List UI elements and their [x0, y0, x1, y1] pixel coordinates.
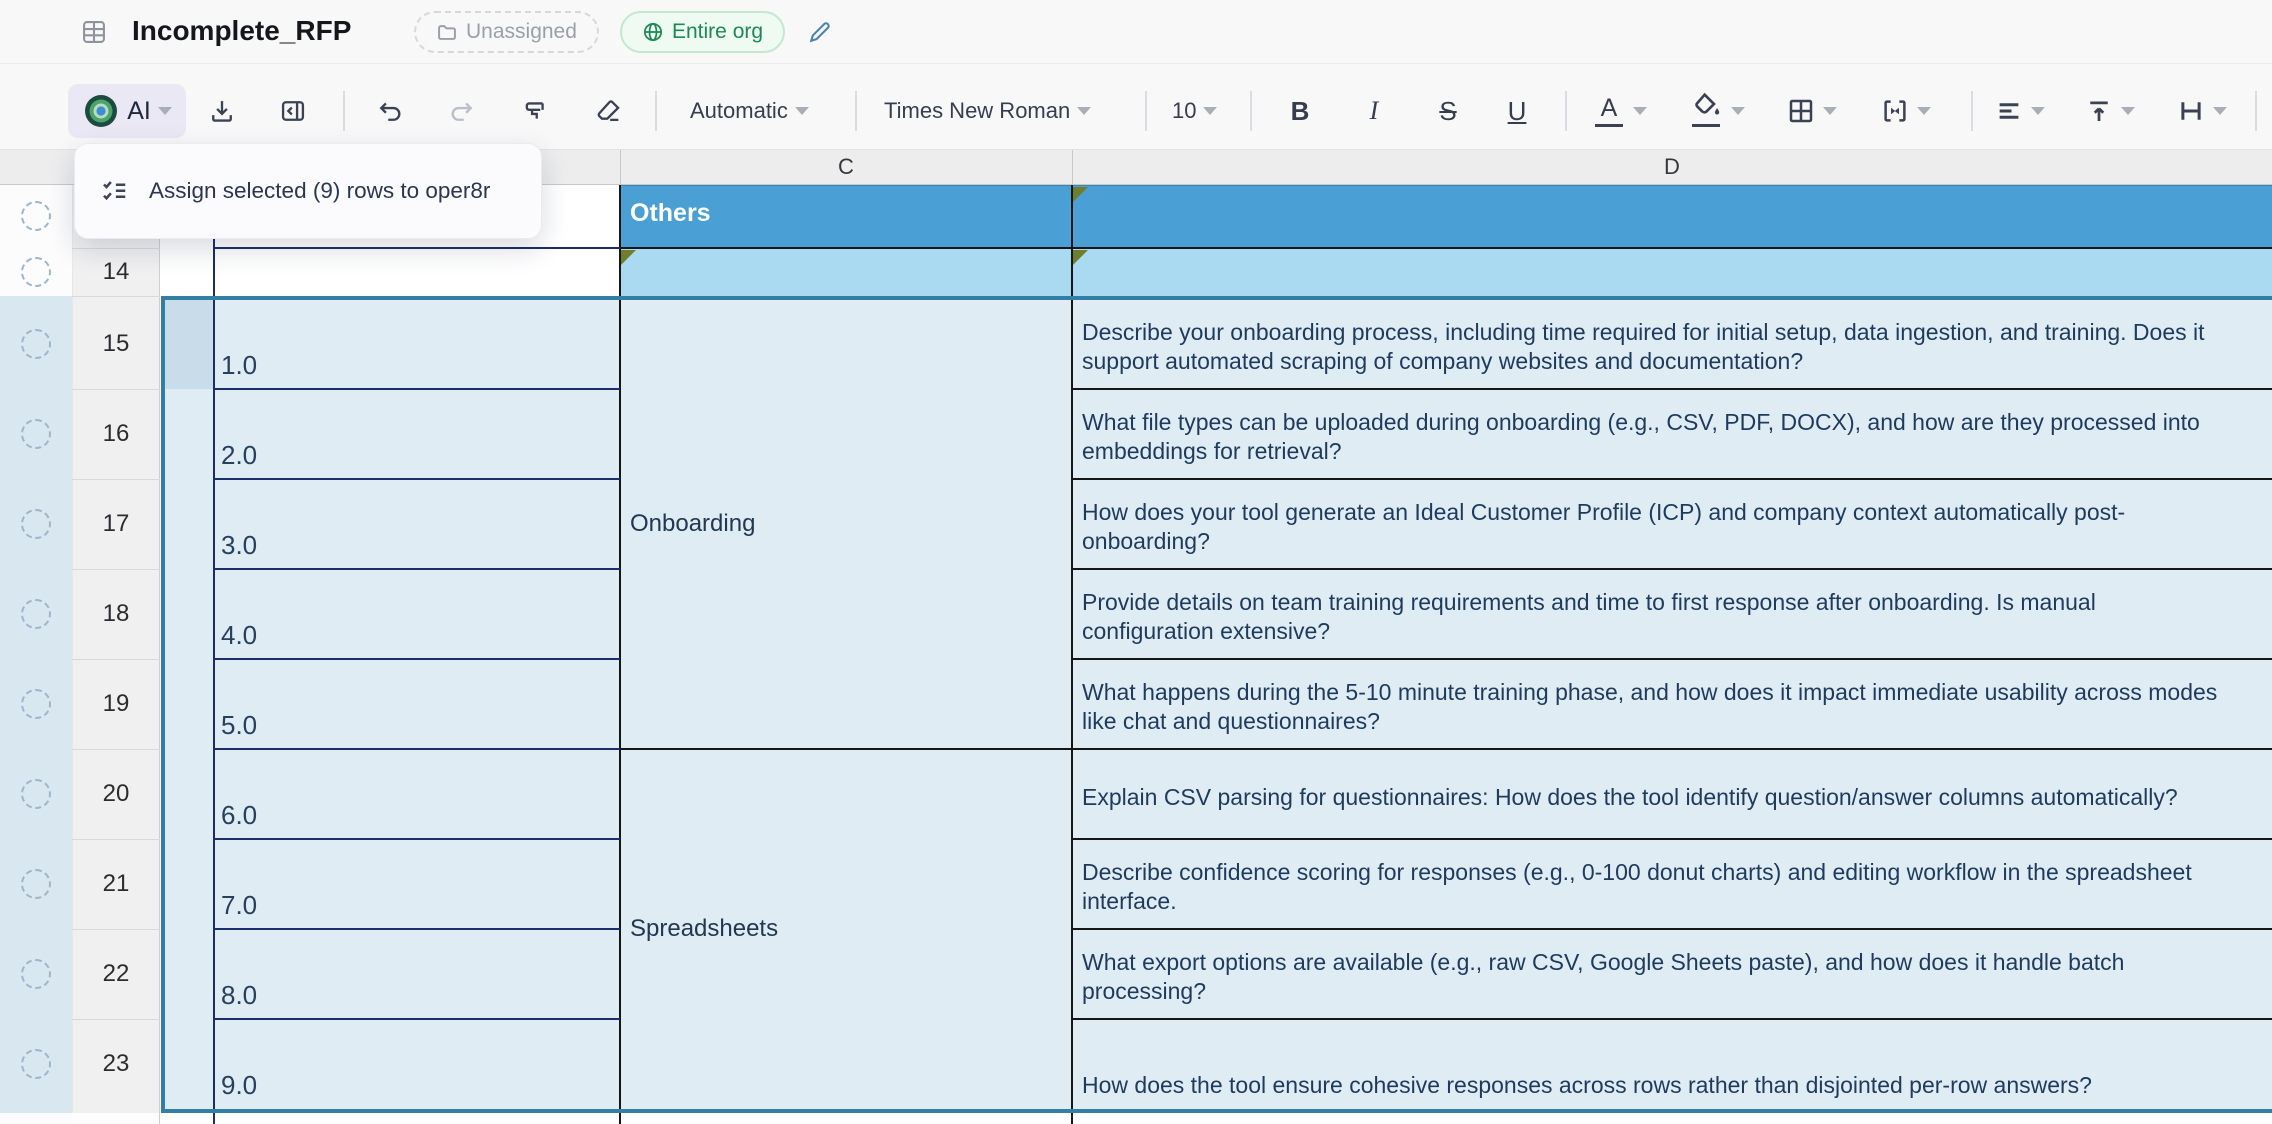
row-select-circle[interactable] [21, 959, 51, 989]
question-text: Describe your onboarding process, including time required for initial setup, data ingestion, and training. Does it support automated scraping of company websites and documentation? [1082, 319, 2205, 374]
ai-dropdown-menu [74, 143, 542, 239]
cell-order-6-container[interactable] [213, 749, 620, 839]
row-select-circle[interactable] [21, 1049, 51, 1079]
cell-d17[interactable] [1072, 479, 2272, 569]
cell-d19[interactable] [1072, 659, 2272, 749]
chevron-down-icon [1077, 107, 1091, 115]
cell-order-2-container[interactable] [213, 389, 620, 479]
onboarding-label: Onboarding [630, 510, 756, 537]
row-header-18[interactable]: 18 [102, 600, 130, 627]
text-wrap-icon [2176, 96, 2206, 126]
toolbar-divider [1565, 91, 1567, 131]
question-text: What file types can be uploaded during onboarding (e.g., CSV, PDF, DOCX), and how are they processed into embeddings for retrieval? [1082, 409, 2200, 464]
entire-org-badge[interactable] [620, 11, 785, 53]
ai-button[interactable] [68, 84, 186, 138]
chevron-down-icon [1633, 107, 1647, 115]
cell-order-4: 4.0 [221, 620, 258, 650]
row-24-partial[interactable] [160, 1113, 2272, 1124]
font-size-label: 10 [1172, 98, 1197, 123]
question-text: What happens during the 5-10 minute training phase, and how does it impact immediate usability across modes like chat and questionnaires? [1082, 679, 2218, 734]
italic-label: I [1369, 96, 1379, 125]
comment-corner-marker [1073, 187, 1088, 202]
eraser-icon [595, 97, 623, 125]
row-header-15[interactable]: 15 [102, 330, 130, 357]
font-dropdown-label: Times New Roman [884, 98, 1071, 123]
eraser-button[interactable] [587, 84, 631, 138]
cell-order-9-container[interactable] [213, 1019, 620, 1109]
format-dropdown-label: Automatic [690, 98, 788, 123]
font-size-dropdown[interactable] [1172, 84, 1217, 138]
cell-d16[interactable] [1072, 389, 2272, 479]
align-left-icon [1994, 96, 2024, 126]
underline-label: U [1507, 95, 1527, 126]
row-header-22[interactable]: 22 [102, 960, 130, 987]
unassigned-badge[interactable] [414, 11, 599, 53]
row-header-14[interactable]: 14 [102, 258, 130, 285]
selection-border-bottom[interactable] [161, 1109, 2272, 1113]
chevron-down-icon [1823, 107, 1837, 115]
toolbar-divider [2255, 91, 2257, 131]
toolbar-divider [655, 91, 657, 131]
entire-org-label: Entire org [672, 20, 764, 43]
row-header-20[interactable]: 20 [102, 780, 130, 807]
horizontal-align-button[interactable] [1994, 84, 2045, 138]
row-select-circle[interactable] [21, 509, 51, 539]
row-select-circle[interactable] [21, 329, 51, 359]
ai-label: AI [127, 96, 151, 125]
italic-button[interactable] [1352, 84, 1396, 138]
merge-cells-icon [1880, 96, 1910, 126]
cell-c14[interactable] [620, 248, 1072, 296]
undo-icon [376, 97, 404, 125]
cell-order-3: 3.0 [221, 530, 258, 560]
toolbar-divider [1250, 91, 1252, 131]
question-text: Explain CSV parsing for questionnaires: How does the tool identify question/answer columns automatically? [1082, 783, 2178, 810]
cell-order-5-container[interactable] [213, 659, 620, 749]
cell-order-4-container[interactable] [213, 569, 620, 659]
cell-spreadsheets-merged[interactable] [620, 749, 1072, 1109]
chevron-down-icon [1203, 107, 1217, 115]
strikethrough-button[interactable] [1426, 84, 1470, 138]
others-label: Others [630, 199, 711, 227]
text-color-icon [1592, 89, 1626, 133]
column-header-d[interactable]: D [1664, 154, 1680, 179]
vertical-align-icon [2084, 96, 2114, 126]
title-bar [0, 0, 2272, 64]
row-number-partial [72, 1113, 160, 1124]
redo-button[interactable] [440, 84, 484, 138]
grid-line [213, 185, 215, 1124]
column-separator [1072, 150, 1073, 184]
unassigned-label: Unassigned [466, 20, 577, 43]
strikethrough-label: S [1439, 95, 1457, 126]
row-select-circle[interactable] [21, 779, 51, 809]
toolbar-divider [343, 91, 345, 131]
pencil-icon[interactable] [806, 18, 834, 46]
fill-color-icon [1688, 89, 1724, 133]
toolbar-divider [1971, 91, 1973, 131]
grid-line [619, 185, 621, 1124]
cell-d21[interactable] [1072, 839, 2272, 929]
toolbar-divider [855, 91, 857, 131]
row-select-circle[interactable] [21, 869, 51, 899]
globe-icon [642, 21, 664, 43]
cell-order-9: 9.0 [221, 1070, 258, 1100]
text-wrap-button[interactable] [2176, 84, 2227, 138]
grid-line [213, 247, 620, 249]
cell-order-8-container[interactable] [213, 929, 620, 1019]
text-color-button[interactable] [1592, 84, 1647, 138]
grid-line [620, 247, 2272, 249]
selection-border-top [161, 296, 2272, 300]
column-header-c[interactable]: C [838, 154, 854, 179]
cell-order-7-container[interactable] [213, 839, 620, 929]
comment-corner-marker [621, 250, 636, 265]
row-select-circle[interactable] [21, 201, 51, 231]
borders-icon [1786, 96, 1816, 126]
merge-cells-button[interactable] [1880, 84, 1931, 138]
assign-rows-menu-item[interactable]: Assign selected (9) rows to oper8r [149, 178, 491, 203]
cell-onboarding-merged[interactable] [620, 299, 1072, 749]
row-header-17[interactable]: 17 [102, 510, 130, 537]
bold-label: B [1290, 95, 1310, 126]
cell-order-1: 1.0 [221, 350, 258, 380]
undo-button[interactable] [368, 84, 412, 138]
fill-underline-bar [1692, 124, 1720, 128]
folder-icon [436, 21, 458, 43]
chevron-down-icon [1917, 107, 1931, 115]
redo-icon [448, 97, 476, 125]
cell-d22[interactable] [1072, 929, 2272, 1019]
collapse-panel-button[interactable] [271, 84, 315, 138]
chevron-down-icon [1731, 107, 1745, 115]
cell-d23[interactable] [1072, 1019, 2272, 1109]
selection-border-left[interactable] [161, 296, 165, 1113]
cell-order-8: 8.0 [221, 980, 258, 1010]
column-separator [620, 150, 621, 184]
chevron-down-icon [158, 107, 172, 115]
ai-logo-icon [82, 92, 120, 130]
toolbar [0, 64, 2272, 150]
bold-button[interactable] [1278, 84, 1322, 138]
question-text: Describe confidence scoring for responses (e.g., 0-100 donut charts) and editing workflow in the spreadsheet interface. [1082, 859, 2192, 914]
spreadsheets-label: Spreadsheets [630, 915, 779, 942]
cell-d15[interactable] [1072, 299, 2272, 389]
row-select-circle[interactable] [21, 689, 51, 719]
table-icon [80, 18, 108, 46]
chevron-down-icon [795, 107, 809, 115]
format-paint-icon [521, 97, 549, 125]
chevron-down-icon [2121, 107, 2135, 115]
collapse-panel-icon [279, 97, 307, 125]
download-icon [208, 97, 236, 125]
row-select-circle[interactable] [21, 419, 51, 449]
borders-button[interactable] [1786, 84, 1837, 138]
row-header-16[interactable]: 16 [102, 420, 130, 447]
chevron-down-icon [2031, 107, 2045, 115]
download-button[interactable] [200, 84, 244, 138]
question-text: How does the tool ensure cohesive responses across rows rather than disjointed per-row answers? [1082, 1072, 2092, 1098]
cell-d14[interactable] [1072, 248, 2272, 296]
column-b-selected[interactable] [163, 299, 213, 1109]
cell-d13[interactable] [1072, 185, 2272, 248]
cell-order-6: 6.0 [221, 800, 258, 830]
cell-d18[interactable] [1072, 569, 2272, 659]
active-cell-b15[interactable] [163, 299, 213, 389]
checklist-icon [99, 176, 129, 206]
row-header-19[interactable]: 19 [102, 690, 130, 717]
color-underline-bar [1595, 124, 1623, 128]
toolbar-divider [1145, 91, 1147, 131]
cell-order-2: 2.0 [221, 440, 258, 470]
cell-c13-others[interactable] [620, 185, 1072, 248]
format-paint-button[interactable] [513, 84, 557, 138]
text-color-letter: A [1600, 94, 1618, 122]
row-header-23[interactable]: 23 [102, 1050, 130, 1077]
underline-button[interactable] [1495, 84, 1539, 138]
row-header-21[interactable]: 21 [102, 870, 130, 897]
row-select-circle[interactable] [21, 599, 51, 629]
cell-order-5: 5.0 [221, 710, 258, 740]
format-dropdown[interactable] [690, 84, 809, 138]
fill-color-button[interactable] [1688, 84, 1745, 138]
cell-d20[interactable] [1072, 749, 2272, 839]
cell-order-7: 7.0 [221, 890, 258, 920]
question-text: How does your tool generate an Ideal Customer Profile (ICP) and company context automatically post-onboarding? [1082, 499, 2126, 554]
row-gutter [0, 1113, 72, 1124]
page-title: Incomplete_RFP [132, 15, 352, 46]
question-text: What export options are available (e.g., raw CSV, Google Sheets paste), and how does it handle batch processing? [1082, 949, 2125, 1004]
comment-corner-marker [1073, 250, 1088, 265]
cell-order-3-container[interactable] [213, 479, 620, 569]
row-select-circle[interactable] [21, 257, 51, 287]
chevron-down-icon [2213, 107, 2227, 115]
font-dropdown[interactable] [884, 84, 1091, 138]
question-text: Provide details on team training requirements and time to first response after onboarding. Is manual configuration extensive? [1082, 589, 2096, 644]
vertical-align-button[interactable] [2084, 84, 2135, 138]
